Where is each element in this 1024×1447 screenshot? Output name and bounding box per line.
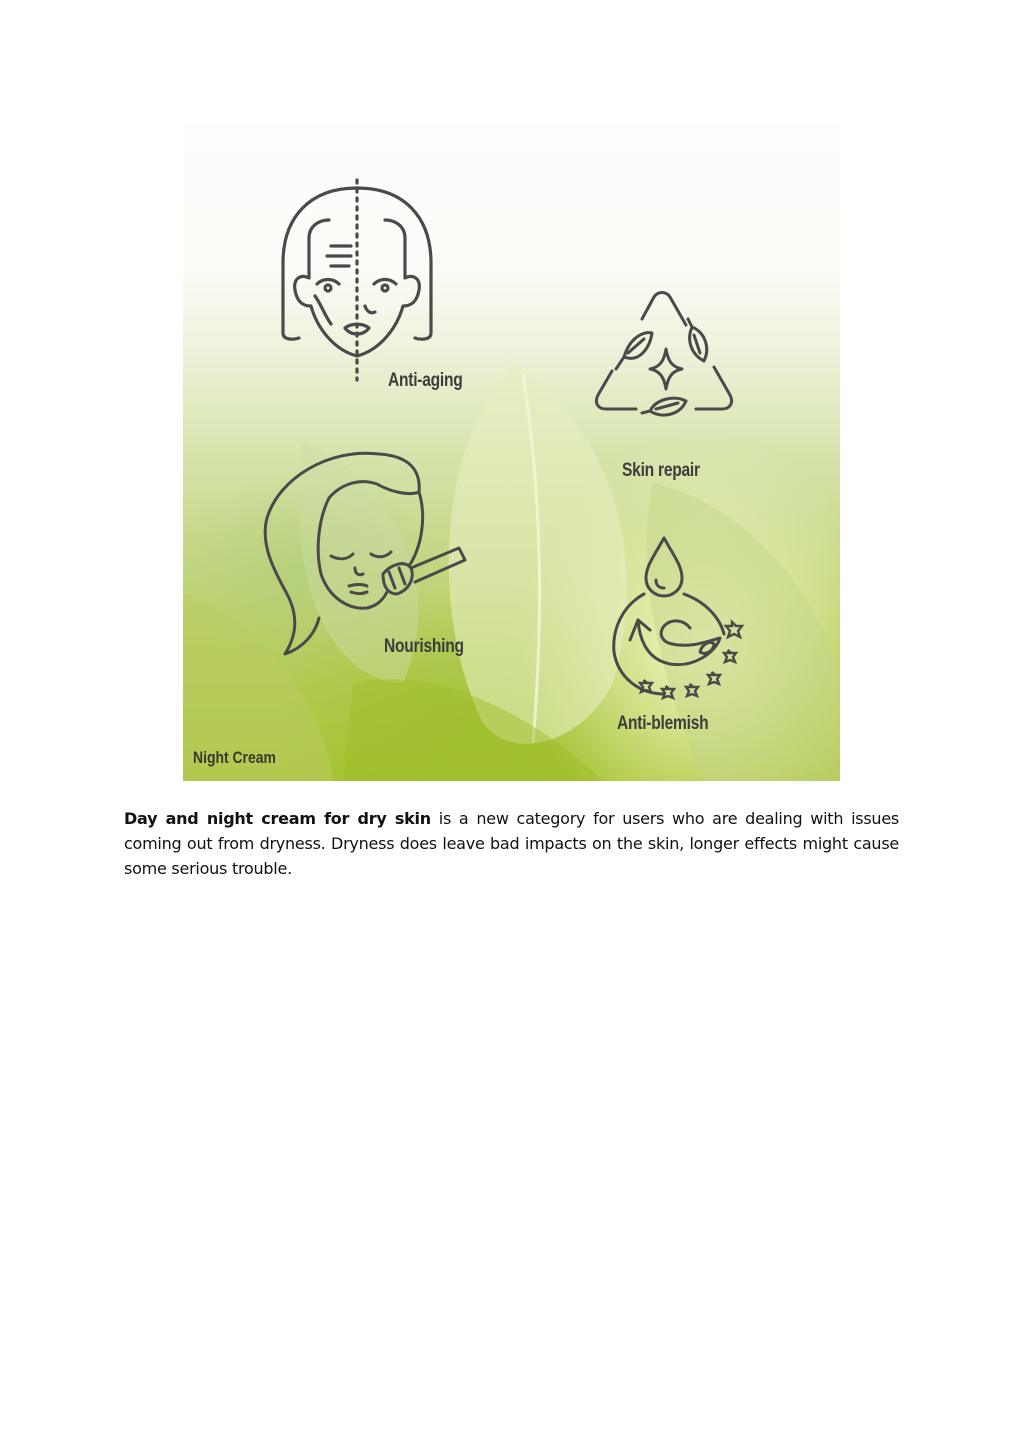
anti-aging-face-icon (279, 178, 439, 383)
blemish-star-markers (640, 622, 742, 698)
nourishing-label: Nourishing (384, 636, 464, 657)
anti-blemish-label: Anti-blemish (617, 713, 709, 734)
anti-blemish-droplet-icon (610, 534, 750, 704)
skin-repair-label: Skin repair (622, 460, 700, 481)
anti-aging-label: Anti-aging (388, 370, 463, 391)
skin-repair-leaf-triangle-icon (594, 291, 734, 441)
night-cream-label: Night Cream (193, 748, 276, 767)
paragraph-bold-lead: Day and night cream for dry skin (124, 809, 431, 828)
description-paragraph (124, 806, 899, 881)
paragraph-rest: is a new category for users who are dealing with issues coming out from dryness. Dryness does leave bad impacts on the skin, longer effects might cause some serious trouble. (124, 809, 900, 878)
nourishing-face-brush-icon (259, 448, 474, 663)
night-cream-figure (183, 123, 840, 781)
